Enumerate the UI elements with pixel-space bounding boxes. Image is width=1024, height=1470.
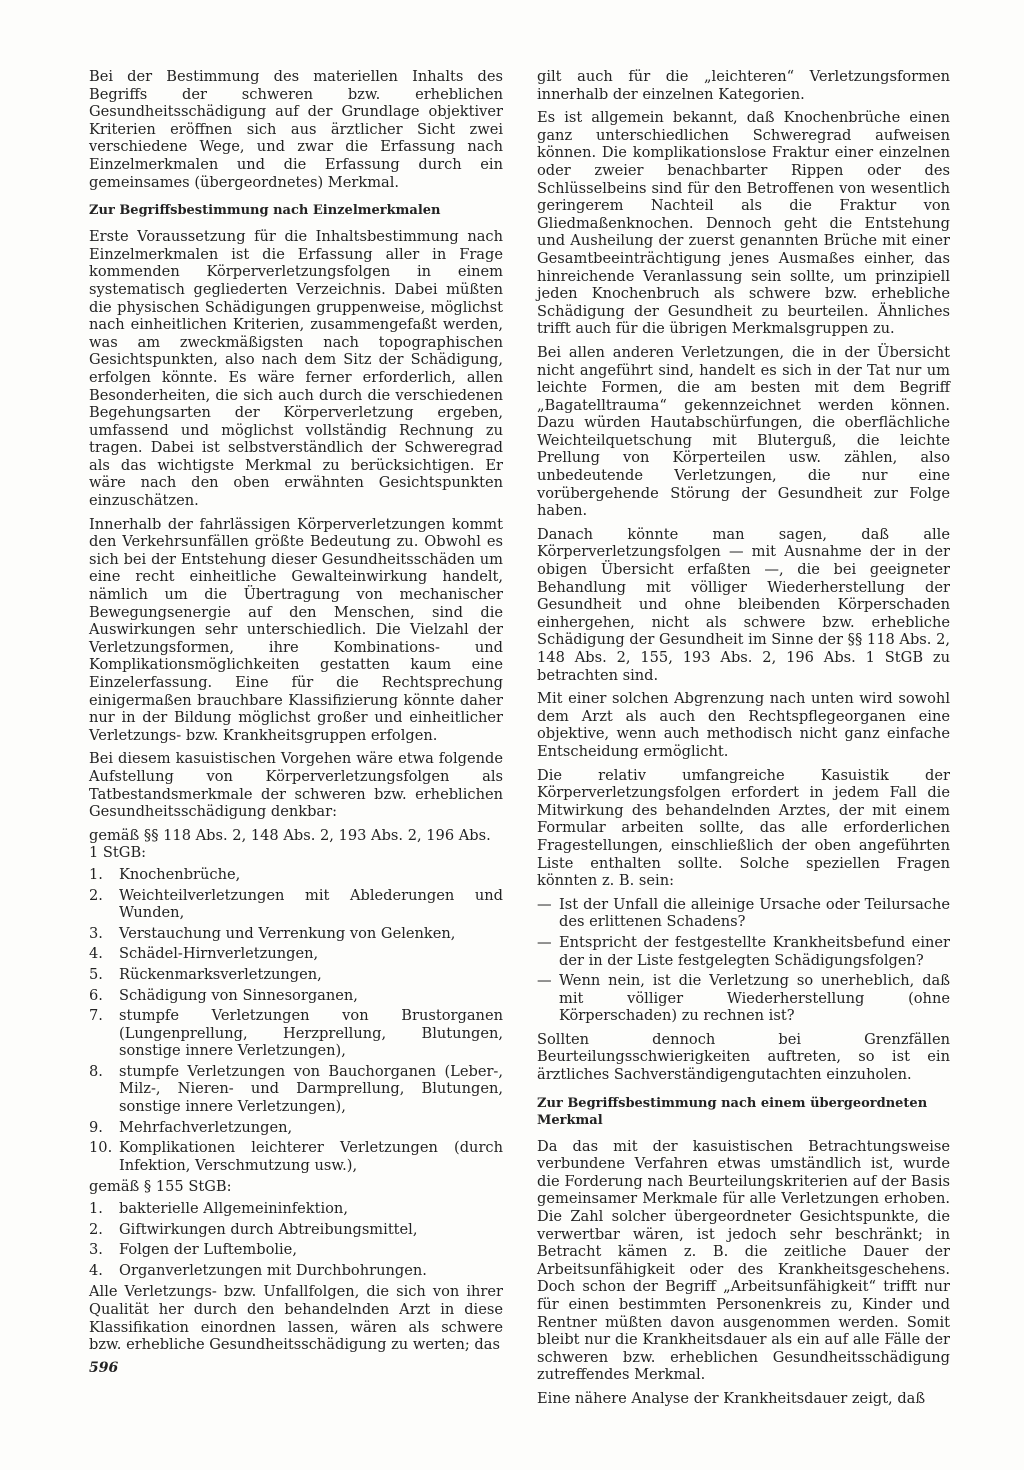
paragraph: Die relativ umfangreiche Kasuistik der Körperverletzungsfolgen erfordert in jedem Fall die Mitwirkung des behandelnden Arztes, der mit einem Formular arbeiten sollte, das alle erforderlichen Fragestellungen, einschließlich der oben angeführten Liste enthalten sollte. Solche speziellen Fragen könnten z. B. sein: [537,766,950,890]
dash-bullet: — [537,895,552,913]
paragraph: Eine nähere Analyse der Krankheitsdauer zeigt, daß [537,1389,926,1407]
dash-bullet: — [537,933,552,951]
list-item-text: Ist der Unfall die alleinige Ursache oder Teilursache des erlittenen Schadens? [559,895,950,931]
paragraph: Danach könnte man sagen, daß alle Körperverletzungsfolgen — mit Ausnahme der in der obigen Übersicht erfaßten —, die bei geeigneter Behandlung mit völliger Wiederherstellung der Gesundheit und ohne bleibenden Körperschaden einhergehen, nicht als schwere bzw. erhebliche Schädigung der Gesundheit im Sinne der §§ 118 Abs. 2, 148 Abs. 2, 155, 193 Abs. 2, 196 Abs. 1 StGB zu betrachten sind. [537,525,950,684]
list-item-text: Schädel-Hirnverletzungen, [119,945,319,963]
question-list [537,896,950,1025]
list-item-text: Rückenmarksverletzungen, [119,965,322,983]
list-item-number: 10. [89,1139,113,1157]
paragraph: Bei diesem kasuistischen Vorgehen wäre etwa folgende Aufstellung von Körperverletzungsfolgen als Tatbestandsmerkmale der schweren bzw. erheblichen Gesundheitsschädigung denkbar: [89,750,503,821]
injury-list [89,866,503,1175]
dash-bullet: — [537,972,552,990]
paragraph: Da das mit der kasuistischen Betrachtungsweise verbundene Verfahren etwas umständlich ist, wurde die Forderung nach Beurteilungskriterien auf der Basis gemeinsamer Merkmale für alle Verletzungen erhoben. Die Zahl solcher übergeordneter Gesichtspunkte, die verwertbar wären, ist jedoch sehr beschränkt; in Betracht kämen z. B. die zeitliche Dauer der Arbeitsunfähigkeit oder des Krankheitsgeschehens. Doch schon der Begriff „Arbeitsunfähigkeit“ trifft nur für einen bestimmten Personenkreis zu, Kinder und Rentner müßten davon ausgenommen werden. Somit bleibt nur die Krankheitsdauer als ein auf alle Fälle der schweren bzw. erheblichen Gesundheitsschädigung zutreffendes Merkmal. [537,1137,950,1384]
list-item [89,1262,503,1280]
list-item [89,1200,503,1218]
right-column [537,68,950,1414]
list-item [89,1007,503,1060]
list-item-text: Weichteilverletzungen mit Ablederungen und Wunden, [119,886,503,922]
section-heading: Zur Begriffsbestimmung nach Einzelmerkmalen [89,203,441,219]
list-item [89,1139,503,1174]
list-item-number: 7. [89,1007,103,1025]
paragraph: Alle Verletzungs- bzw. Unfallfolgen, die sich von ihrer Qualität her durch den behandelnden Arzt in diese Klassifikation einordnen lassen, wären als schwere bzw. erhebliche Gesundheitsschädigung zu werten; das [89,1283,503,1354]
paragraph: Mit einer solchen Abgrenzung nach unten wird sowohl dem Arzt als auch den Rechtspflegeorganen eine objektive, wenn auch methodisch nicht ganz einfache Entscheidung ermöglicht. [537,690,950,760]
section-heading: Zur Begriffsbestimmung nach einem übergeordneten Merkmal [537,1095,928,1128]
paragraph: Bei der Bestimmung des materiellen Inhalts des Begriffs der schweren bzw. erheblichen Gesundheitsschädigung auf der Grundlage objektiver Kriterien eröffnen sich aus ärztlicher Sicht zwei verschiedene Wege, und zwar die Erfassung nach Einzelmerkmalen und die Erfassung durch ein gemeinsames (übergeordnetes) Merkmal. [89,68,503,191]
paragraph: Bei allen anderen Verletzungen, die in der Übersicht nicht angeführt sind, handelt es sich in der Tat nur um leichte Formen, die am besten mit dem Begriff „Bagatelltrauma“ gekennzeichnet werden können. Dazu würden Hautabschürfungen, die oberflächliche Weichteilquetschung mit Bluterguß, die leichte Prellung von Körperteilen usw. zählen, also unbedeutende Verletzungen, die nur eine vorübergehende Störung der Gesundheit zur Folge haben. [537,343,950,520]
paragraph: Sollten dennoch bei Grenzfällen Beurteilungsschwierigkeiten auftreten, so ist ein ärztliches Sachverständigengutachten einzuholen. [537,1030,950,1084]
law-reference-label: gemäß § 155 StGB: [89,1178,232,1196]
left-column [89,68,503,1360]
list-item-number: 4. [89,1261,103,1279]
list-item-text: Wenn nein, ist die Verletzung so unerheblich, daß mit völliger Wiederherstellung (ohne Körperschaden) zu rechnen ist? [559,972,950,1025]
list-item [537,934,950,969]
list-item [89,866,503,884]
list-item-number: 1. [89,865,103,883]
list-item-number: 4. [89,945,103,963]
paragraph: Es ist allgemein bekannt, daß Knochenbrüche einen ganz unterschiedlichen Schweregrad aufweisen können. Die komplikationslose Fraktur einer einzelnen oder zweier benachbarter Rippen oder des Schlüsselbeins sind für den Betroffenen von wesentlich geringerem Nachteil als die Fraktur von Gliedmaßenknochen. Dennoch geht die Entstehung und Ausheilung der zuerst genannten Brüche mit einer Gesamtbeeinträchtigung jenes Ausmaßes einher, das hinreichende Veranlassung sein sollte, um prinzipiell jeden Knochenbruch als schwere bzw. erhebliche Schädigung der Gesundheit zu beurteilen. Ähnliches trifft auch für die übrigen Merkmalsgruppen zu. [537,109,950,338]
law-reference-label: gemäß §§ 118 Abs. 2, 148 Abs. 2, 193 Abs. 2, 196 Abs. 1 StGB: [89,826,491,862]
list-item [89,887,503,922]
paragraph: gilt auch für die „leichteren“ Verletzungsformen innerhalb der einzelnen Kategorien. [537,68,950,103]
list-item [89,1221,503,1239]
list-item-text: Komplikationen leichterer Verletzungen (durch Infektion, Verschmutzung usw.), [119,1139,503,1174]
list-item-text: stumpfe Verletzungen von Brustorganen (Lungenprellung, Herzprellung, Blutungen, sonstige innere Verletzungen), [119,1007,503,1060]
page-number: 596 [89,1360,119,1376]
list-item [537,972,950,1025]
list-item-text: Knochenbrüche, [119,865,241,883]
list-item [89,1063,503,1116]
list-item-text: Giftwirkungen durch Abtreibungsmittel, [119,1220,418,1238]
list-item-text: stumpfe Verletzungen von Bauchorganen (Leber-, Milz-, Nieren- und Darmprellung, Blutungen, sonstige innere Verletzungen), [119,1062,503,1116]
list-item-number: 6. [89,986,103,1004]
list-item [89,1119,503,1137]
list-item-number: 5. [89,965,103,983]
list-item [537,896,950,931]
list-item-number: 2. [89,1220,103,1238]
list-item-number: 3. [89,1241,103,1259]
list-item [89,945,503,963]
list-item-number: 3. [89,924,103,942]
list-item [89,966,503,984]
list-item-number: 2. [89,886,103,904]
paragraph: Erste Voraussetzung für die Inhaltsbestimmung nach Einzelmerkmalen ist die Erfassung aller in Frage kommenden Körperverletzungsfolgen in einem systematisch gegliederten Verzeichnis. Dabei müßten die physischen Schädigungen gruppenweise, möglichst nach einheitlichen Kriterien, zusammengefaßt werden, was am zweckmäßigsten nach topographischen Gesichtspunkten, also nach dem Sitz der Schädigung, erfolgen könnte. Es wäre ferner erforderlich, allen Besonderheiten, die sich auch durch die verschiedenen Begehungsarten der Körperverletzung ergeben, umfassend und möglichst vollständig Rechnung zu tragen. Dabei ist selbstverständlich der Schweregrad als das wichtigste Merkmal zu berücksichtigen. Er wäre nach den oben erwähnten Gesichtspunkten einzuschätzen. [89,228,503,510]
list-item-number: 8. [89,1062,103,1080]
list-item [89,1241,503,1259]
list-item [89,925,503,943]
injury-list [89,1200,503,1279]
list-item-text: Organverletzungen mit Durchbohrungen. [119,1261,427,1279]
paragraph: Innerhalb der fahrlässigen Körperverletzungen kommt den Verkehrsunfällen größte Bedeutung zu. Obwohl es sich bei der Entstehung dieser Gesundheitsschäden um eine recht einheitliche Gewalteinwirkung handelt, nämlich um die Übertragung von mechanischer Bewegungsenergie auf den Menschen, sind die Auswirkungen sehr unterschiedlich. Die Vielzahl der Verletzungsformen, ihre Kombinations- und Komplikationsmöglichkeiten gestatten kaum eine Einzelerfassung. Eine für die Rechtsprechung einigermaßen brauchbare Klassifizierung könnte daher nur in der Bildung möglichst großer und einheitlicher Verletzungs- bzw. Krankheitsgruppen erfolgen. [89,515,503,744]
list-item-text: Schädigung von Sinnesorganen, [119,986,358,1004]
list-item-text: bakterielle Allgemeininfektion, [119,1200,348,1218]
list-item-text: Folgen der Luftembolie, [119,1241,297,1259]
list-item-text: Verstauchung und Verrenkung von Gelenken, [119,924,456,942]
list-item-text: Mehrfachverletzungen, [119,1118,293,1136]
list-item-text: Entspricht der festgestellte Krankheitsbefund einer der in der Liste festgelegten Schädigungsfolgen? [559,933,950,969]
list-item-number: 1. [89,1200,103,1218]
list-item [89,987,503,1005]
list-item-number: 9. [89,1118,103,1136]
